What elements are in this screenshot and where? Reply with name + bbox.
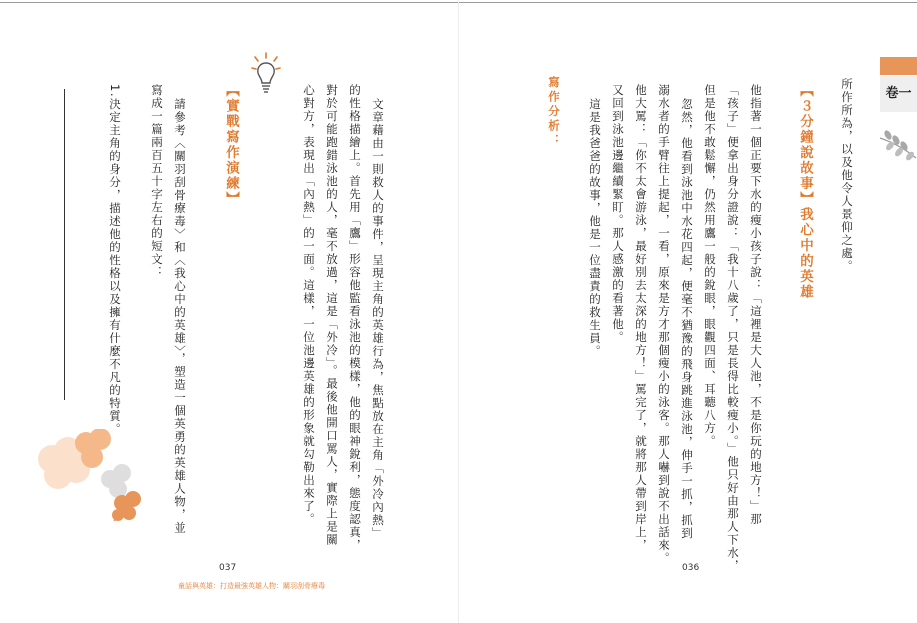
story-line: 他大罵：「你不太會游泳，最好別去太深的地方！」罵完了，就將那人帶到岸上， [634, 84, 648, 552]
lightbulb-icon [251, 52, 281, 98]
practice-heading: 【實戰寫作演練】 [223, 83, 239, 207]
instruction-line: 寫成一篇兩百五十字左右的短文： [150, 84, 164, 279]
clover-decoration-icon [34, 429, 152, 521]
writing-line [64, 89, 65, 400]
story-line: 又回到泳池邊繼續緊盯。那人感激的看著他。 [611, 84, 625, 344]
analysis-line: 心對方，表現出「內熱」的一面。這樣，一位池邊英雄的形象就勾勒出來了。 [302, 84, 316, 526]
story-line: 忽然，他看到泳池中水花四起，便毫不猶豫的飛身跳進泳池，伸手一抓，抓到 [680, 98, 694, 540]
volume-tab-accent [880, 57, 917, 75]
analysis-line: 文章藉由一則救人的事件，呈現主角的英雄行為，焦點放在主角「外冷內熱」 [371, 98, 385, 540]
page-number-left: 037 [219, 563, 237, 573]
intro-closing-line: 所作所為，以及他令人景仰之處。 [840, 78, 854, 273]
running-footer: 童話與英雄：打造最強英雄人物：關羽刮骨療毒 [178, 582, 325, 590]
story-heading: 【３分鐘說故事】我心中的英雄 [797, 83, 813, 300]
analysis-line: 的性格描繪上。首先用「鷹」形容他監看泳池的模樣，他的眼神銳利，態度認真， [348, 84, 362, 552]
step-one-text: 1.決定主角的身分，描述他的性格以及擁有什麼不凡的特質。 [108, 84, 122, 436]
page-number-right: 036 [682, 563, 700, 573]
story-line: 但是他不敢鬆懈，仍然用鷹一般的銳眼，眼觀四面、耳聽八方。 [703, 84, 717, 448]
story-line: 這是我爸爸的故事，他是一位盡責的救生員。 [588, 98, 602, 358]
book-gutter [458, 0, 459, 623]
leaf-branch-icon [878, 126, 917, 166]
story-line: 他指著一個正要下水的瘦小孩子說：「這裡是大人池，不是你玩的地方！」那 [749, 84, 763, 526]
instruction-line: 請參考〈關羽刮骨療毒〉和〈我心中的英雄〉，塑造一個英勇的英雄人物，並 [173, 98, 187, 535]
analysis-heading: 寫作分析： [547, 76, 561, 149]
analysis-line: 對於可能跑錯泳池的人，毫不放過，這是「外冷」。最後他開口罵人，實際上是關 [325, 84, 339, 547]
story-line: 「孩子」便拿出身分證說：「我十八歲了，只是長得比較瘦小。」他只好由那人下水， [726, 84, 740, 573]
volume-tab: 卷一 [880, 76, 917, 112]
story-line: 溺水者的手臂往上提起，一看，原來是方才那個瘦小的泳客。那人嚇到說不出話來。 [657, 84, 671, 565]
